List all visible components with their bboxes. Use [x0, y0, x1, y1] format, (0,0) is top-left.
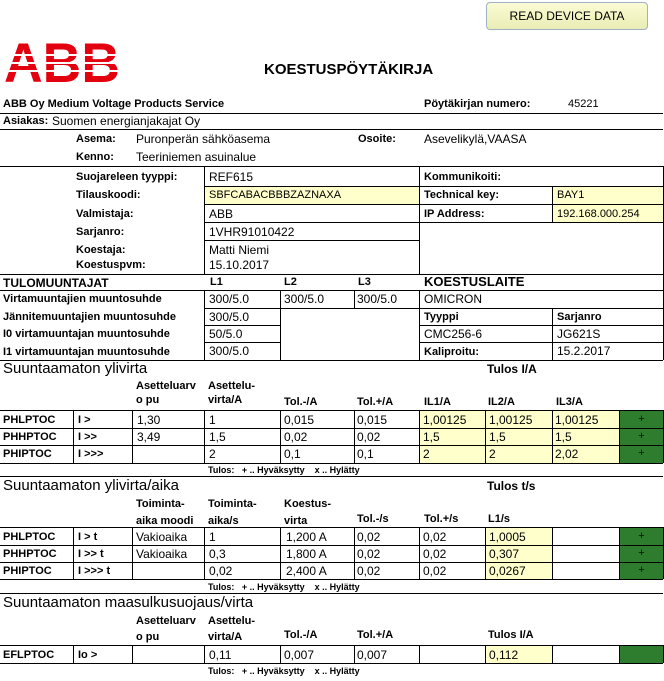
calibrated-value: 15.2.2017	[557, 344, 611, 358]
l3-label: L3	[358, 276, 371, 288]
s2-header-l1: L1/s	[488, 513, 511, 525]
s1-row2-tolm: 0,02	[284, 430, 308, 444]
s1-row3-tolm: 0,1	[284, 447, 301, 461]
tester-value: Matti Niemi	[209, 243, 270, 257]
section1-title: Suuntaamaton ylivirta	[3, 360, 148, 377]
ct-ratio-l2: 300/5.0	[284, 292, 325, 306]
section2-title: Suuntaamaton ylivirta/aika	[3, 477, 179, 494]
ct-ratio-l3: 300/5.0	[357, 292, 398, 306]
s2-header-tolm: Tol.-/s	[357, 513, 389, 525]
s1-row3-il2: 2	[489, 447, 496, 461]
test-date-value: 15.10.2017	[209, 258, 270, 272]
s2-header-current: Koestus- virta	[284, 498, 332, 527]
technical-key-value: BAY1	[557, 189, 585, 201]
manufacturer-value: ABB	[209, 207, 234, 221]
serial-value: 1VHR91010422	[209, 225, 295, 239]
s1-row1-tolp: 0,015	[357, 413, 388, 427]
read-device-data-button[interactable]: READ DEVICE DATA	[486, 2, 648, 30]
s2-row3-time: 0,02	[209, 564, 233, 578]
s2-row1-time: 1	[209, 530, 216, 544]
s3-header-tolm: Tol.-/A	[284, 629, 318, 641]
s1-row1-il1: 1,00125	[423, 413, 467, 427]
s3-row1-set: 0,11	[209, 648, 232, 662]
vt-ratio-value: 300/5.0	[209, 310, 250, 324]
s2-row1-mode: Vakioaika	[136, 530, 188, 544]
s1-row3-il3: 2,02	[555, 447, 579, 461]
s2-row3-tolm: 0,02	[357, 564, 381, 578]
station-value: Puronperän sähköasema	[136, 132, 271, 146]
section1-result-title: Tulos I/A	[487, 362, 537, 376]
s1-row1-tolm: 0,015	[284, 413, 315, 427]
order-code-value: SBFCABACBBBZAZNAXA	[209, 189, 342, 201]
s1-row2-il3: 1,5	[555, 430, 572, 444]
vt-ratio-label: Jännitemuuntajien muuntosuhde	[3, 311, 176, 323]
s3-header-set: Asettelu- virta/A	[208, 615, 256, 643]
address-value: Asevelikylä,VAASA	[424, 132, 527, 146]
s1-row1-set: 1	[209, 413, 216, 427]
protocol-label: Pöytäkirjan numero:	[424, 98, 531, 110]
s2-row2-mode: Vakioaika	[136, 547, 188, 561]
s2-row2-l1: 0,307	[489, 547, 520, 561]
s2-row1-tolp: 0,02	[423, 530, 447, 544]
s3-legend: Tulos: + .. Hyväksytty x .. Hylätty	[208, 666, 360, 676]
i1-ratio-label: I1 virtamuuntajan muuntosuhde	[3, 346, 170, 358]
s2-row2-tolm: 0,02	[357, 547, 381, 561]
s2-row2-tolp: 0,02	[423, 547, 447, 561]
s3-row1-result: 0,112	[489, 648, 519, 662]
s1-row1-code: PHLPTOC	[3, 414, 56, 426]
s2-row3-l1: 0,0267	[489, 564, 526, 578]
device-type-label: Suojareleen tyyppi:	[76, 171, 178, 183]
s2-row2-stage: I >> t	[78, 548, 104, 560]
protocol-number: 45221	[568, 98, 599, 110]
tester-label: Koestaja:	[76, 244, 126, 256]
s2-header-tolp: Tol.+/s	[424, 513, 459, 525]
ip-address-label: IP Address:	[424, 208, 485, 220]
s1-row3-set: 2	[209, 447, 216, 461]
s1-row2-il2: 1,5	[489, 430, 506, 444]
s2-row1-code: PHLPTOC	[3, 531, 56, 543]
s3-header-tolp: Tol.+/A	[357, 629, 394, 641]
s1-header-pu: Asetteluarv o pu	[136, 380, 196, 406]
technical-key-label: Technical key:	[424, 189, 499, 201]
address-label: Osoite:	[358, 133, 396, 145]
l1-label: L1	[210, 276, 223, 288]
s1-row2-stage: I >>	[78, 431, 97, 443]
s1-row1-pu: 1,30	[137, 413, 161, 427]
s1-row2-tolp: 0,02	[357, 430, 381, 444]
customer-value: Suomen energianjakajat Oy	[52, 114, 201, 128]
s3-row1-tolm: 0,007	[284, 648, 315, 662]
s2-row3-code: PHIPTOC	[3, 565, 52, 577]
s1-row1-il2: 1,00125	[489, 413, 533, 427]
s3-row1-ok	[620, 646, 663, 663]
s3-row1-tolp: 0,007	[357, 648, 388, 662]
s2-row2-ok: +	[620, 545, 663, 562]
s3-header-pu: Asetteluarv o pu	[136, 615, 196, 643]
i1-ratio-value: 300/5.0	[209, 344, 250, 358]
s1-row2-set: 1,5	[209, 430, 226, 444]
s3-row1-code: EFLPTOC	[3, 649, 55, 661]
s2-row2-current: 1,800 A	[286, 547, 327, 561]
s1-legend: Tulos: + .. Hyväksytty x .. Hylätty	[208, 465, 360, 475]
test-date-label: Koestuspvm:	[76, 259, 146, 271]
s1-row3-code: PHIPTOC	[3, 448, 52, 460]
s1-row1-il3: 1,00125	[555, 413, 599, 427]
cell-value: Teeriniemen asuinalue	[136, 150, 257, 164]
s1-row2-ok: +	[620, 428, 663, 445]
test-device-heading: KOESTUSLAITE	[424, 274, 525, 289]
cell-label: Kenno:	[76, 151, 114, 163]
ct-ratio-label: Virtamuuntajien muuntosuhde	[3, 293, 162, 305]
s1-row1-ok: +	[620, 411, 663, 428]
manufacturer-label: Valmistaja:	[76, 208, 134, 220]
order-code-label: Tilauskoodi:	[76, 189, 141, 201]
s2-row3-current: 2,400 A	[286, 564, 327, 578]
s2-legend: Tulos: + .. Hyväksytty x .. Hylätty	[208, 582, 360, 592]
s1-row3-tolp: 0,1	[357, 447, 374, 461]
page-title: KOESTUSPÖYTÄKIRJA	[264, 61, 434, 78]
s1-header-il3: IL3/A	[556, 396, 583, 408]
s1-header-tolm: Tol.-/A	[284, 396, 318, 408]
i0-ratio-value: 50/5.0	[209, 327, 243, 341]
l2-label: L2	[284, 276, 297, 288]
station-label: Asema:	[76, 133, 116, 145]
test-device-type-value: CMC256-6	[424, 327, 483, 341]
s1-row3-il1: 2	[423, 447, 430, 461]
s2-row2-code: PHHPTOC	[3, 548, 57, 560]
s2-row3-ok: +	[620, 562, 663, 579]
ip-address-value: 192.168.000.254	[557, 208, 640, 220]
s3-header-result: Tulos I/A	[488, 629, 534, 641]
s1-header-il2: IL2/A	[488, 396, 515, 408]
s2-row3-stage: I >>> t	[78, 565, 111, 577]
s2-header-time: Toiminta- aika/s	[208, 498, 257, 527]
s1-row3-stage: I >>>	[78, 448, 104, 460]
device-type-value: REF615	[209, 170, 254, 184]
company-name: ABB Oy Medium Voltage Products Service	[3, 98, 225, 110]
s2-row1-ok: +	[620, 528, 663, 545]
s3-row1-stage: Io >	[78, 649, 98, 661]
s1-header-tolp: Tol.+/A	[357, 396, 394, 408]
transformers-heading: TULOMUUNTAJAT	[3, 276, 109, 290]
i0-ratio-label: I0 virtamuuntajan muuntosuhde	[3, 328, 170, 340]
section3-title: Suuntaamaton maasulkusuojaus/virta	[3, 594, 254, 611]
s2-row1-stage: I > t	[78, 531, 98, 543]
customer-label: Asiakas:	[3, 115, 49, 127]
s1-header-set: Asettelu- virta/A	[208, 380, 256, 406]
ct-ratio-l1: 300/5.0	[209, 292, 250, 306]
s1-row2-pu: 3,49	[137, 430, 161, 444]
test-device-type-label: Tyyppi	[424, 311, 459, 323]
s2-row2-time: 0,3	[209, 547, 226, 561]
test-device-serial-value: JG621S	[557, 327, 601, 341]
s2-row1-tolm: 0,02	[357, 530, 381, 544]
communication-label: Kommunikoiti:	[424, 171, 501, 183]
s2-header-mode: Toiminta- aika moodi	[136, 498, 194, 527]
test-device-serial-label: Sarjanro	[557, 311, 602, 323]
s1-row3-ok: +	[620, 445, 663, 463]
s2-row3-tolp: 0,02	[423, 564, 447, 578]
serial-label: Sarjanro:	[76, 226, 125, 238]
test-device-maker: OMICRON	[424, 292, 482, 306]
s1-row2-il1: 1,5	[423, 430, 440, 444]
section2-result-title: Tulos t/s	[487, 479, 536, 493]
s1-row1-stage: I >	[78, 414, 91, 426]
s1-header-il1: IL1/A	[424, 396, 451, 408]
abb-logo	[4, 40, 122, 84]
s1-row2-code: PHHPTOC	[3, 431, 57, 443]
calibrated-label: Kaliproitu:	[424, 346, 479, 358]
s2-row1-l1: 1,0005	[489, 530, 526, 544]
s2-row1-current: 1,200 A	[286, 530, 327, 544]
